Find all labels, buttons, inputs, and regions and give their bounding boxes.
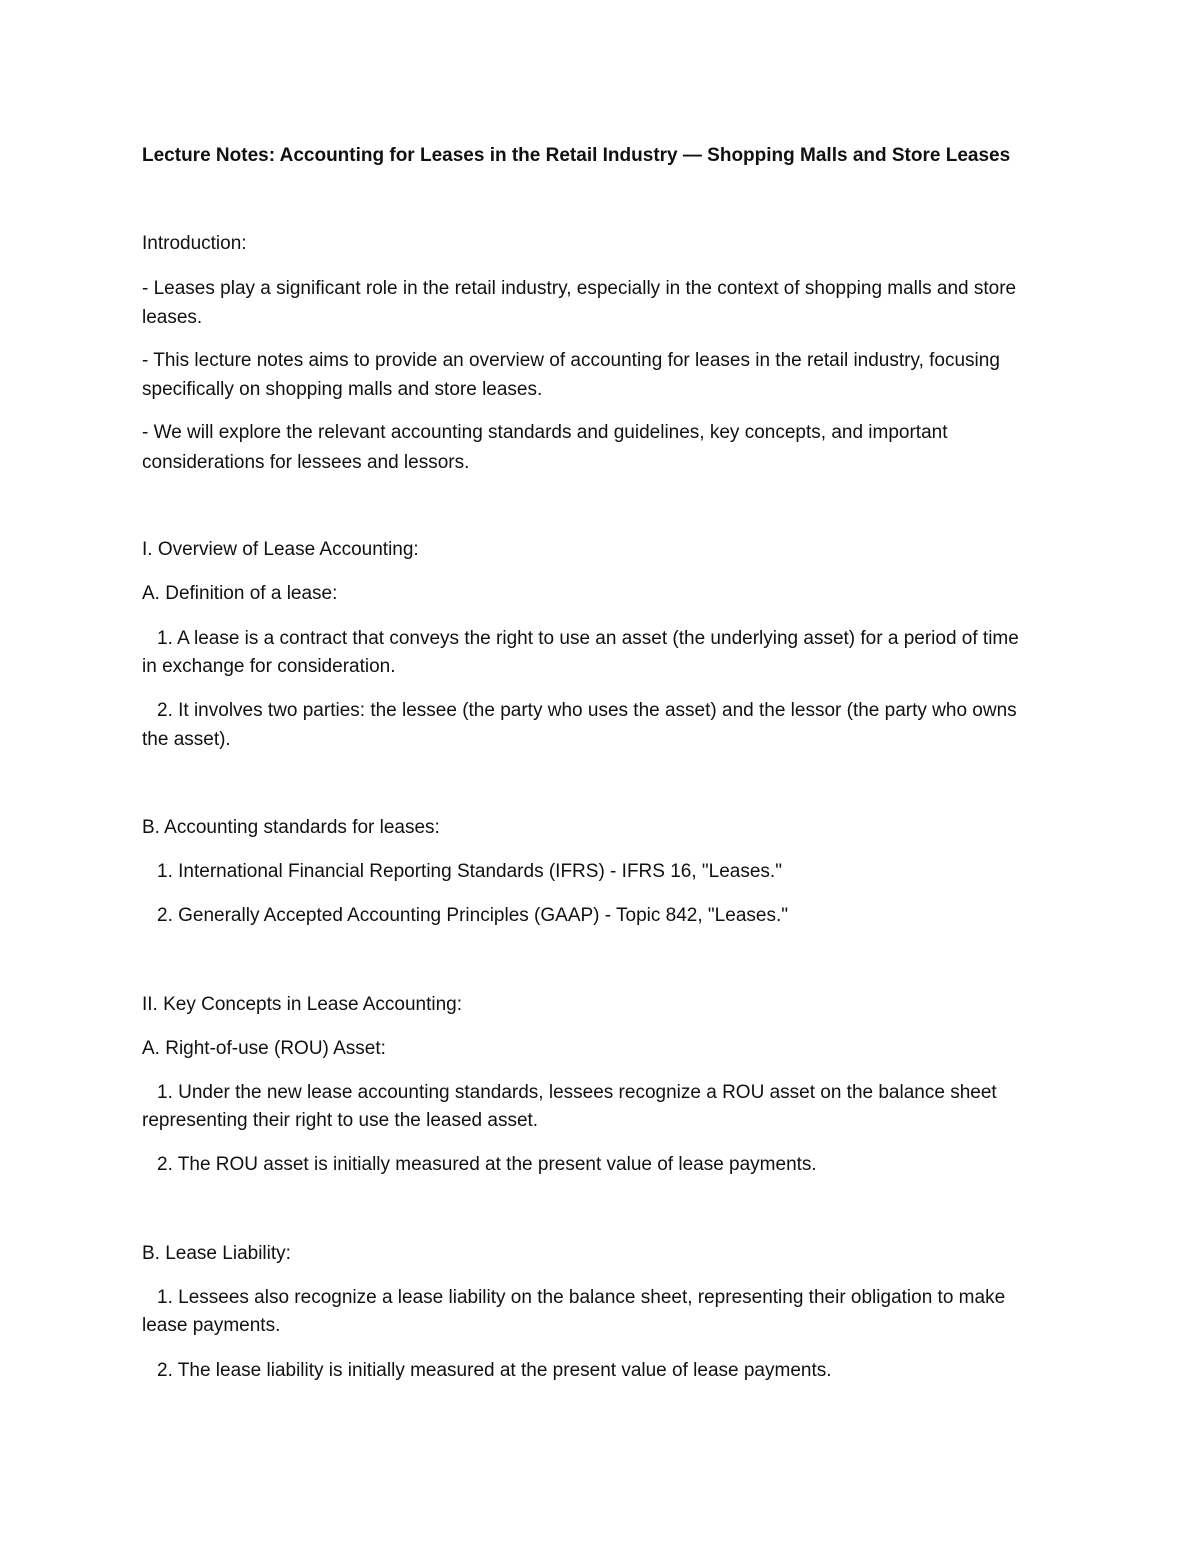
section-1a-item-1-line-2: in exchange for consideration. bbox=[142, 656, 396, 677]
section-2b-item-1-line-2: lease payments. bbox=[142, 1315, 281, 1336]
section-2a-item-1-line-2: representing their right to use the leased asset. bbox=[142, 1110, 539, 1131]
section-2b-item-1-line-1: 1. Lessees also recognize a lease liability on the balance sheet, representing their obligation to make bbox=[157, 1287, 1006, 1308]
intro-heading: Introduction: bbox=[142, 233, 247, 254]
section-1a-heading: A. Definition of a lease: bbox=[142, 583, 338, 604]
section-1b-heading: B. Accounting standards for leases: bbox=[142, 817, 440, 838]
intro-paragraph-1-line-1: - Leases play a significant role in the retail industry, especially in the context of shopping malls and store bbox=[142, 278, 1017, 299]
section-1a-item-2-line-1: 2. It involves two parties: the lessee (the party who uses the asset) and the lessor (the party who owns bbox=[157, 700, 1017, 721]
document-title: Lecture Notes: Accounting for Leases in the Retail Industry — Shopping Malls and Store Leases bbox=[142, 145, 1011, 166]
section-2a-item-2: 2. The ROU asset is initially measured at the present value of lease payments. bbox=[157, 1154, 817, 1175]
section-2a-heading: A. Right-of-use (ROU) Asset: bbox=[142, 1038, 386, 1059]
section-2a-item-1-line-1: 1. Under the new lease accounting standards, lessees recognize a ROU asset on the balance sheet bbox=[157, 1082, 997, 1103]
section-2b-item-2: 2. The lease liability is initially measured at the present value of lease payments. bbox=[157, 1360, 832, 1381]
section-1a-item-1-line-1: 1. A lease is a contract that conveys the right to use an asset (the underlying asset) for a period of time bbox=[157, 628, 1019, 649]
intro-paragraph-2-line-1: - This lecture notes aims to provide an overview of accounting for leases in the retail industry, focusing bbox=[142, 350, 1000, 371]
section-2b-heading: B. Lease Liability: bbox=[142, 1243, 291, 1264]
section-2-heading: II. Key Concepts in Lease Accounting: bbox=[142, 994, 463, 1015]
intro-paragraph-3-line-1: - We will explore the relevant accounting standards and guidelines, key concepts, and important bbox=[142, 422, 948, 443]
intro-paragraph-1-line-2: leases. bbox=[142, 307, 203, 328]
intro-paragraph-2-line-2: specifically on shopping malls and store leases. bbox=[142, 379, 543, 400]
section-1-heading: I. Overview of Lease Accounting: bbox=[142, 539, 419, 560]
section-1b-item-1: 1. International Financial Reporting Standards (IFRS) - IFRS 16, "Leases." bbox=[157, 861, 782, 882]
intro-paragraph-3-line-2: considerations for lessees and lessors. bbox=[142, 452, 470, 473]
section-1b-item-2: 2. Generally Accepted Accounting Principles (GAAP) - Topic 842, "Leases." bbox=[157, 905, 788, 926]
section-1a-item-2-line-2: the asset). bbox=[142, 729, 231, 750]
